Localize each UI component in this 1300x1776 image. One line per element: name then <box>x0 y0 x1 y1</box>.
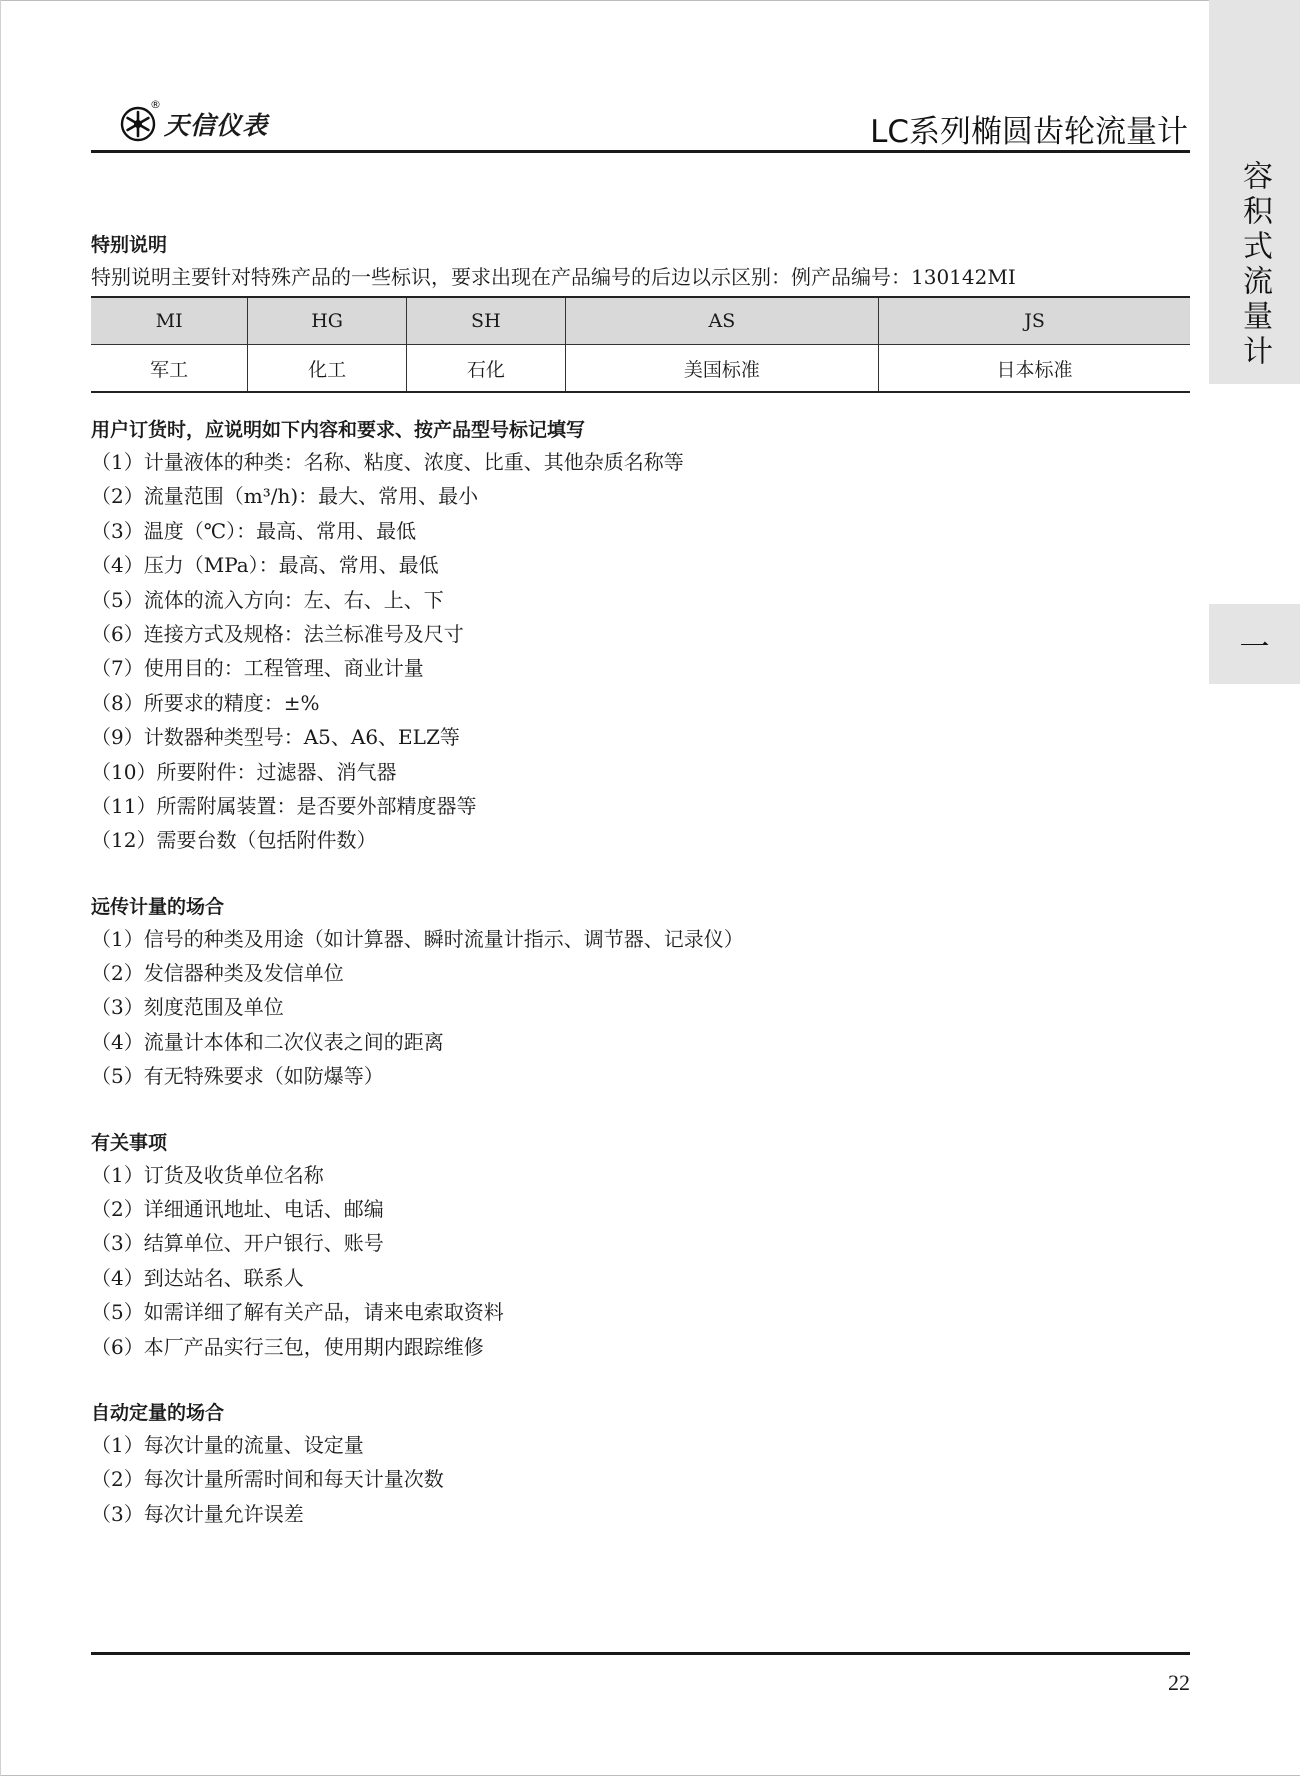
table-cell: 美国标准 <box>565 345 878 393</box>
header-divider <box>91 150 1190 153</box>
table-row <box>91 345 1190 393</box>
special-heading: 特别说明 <box>91 234 168 256</box>
table-cell: 军工 <box>91 345 248 393</box>
special-description: 特别说明主要针对特殊产品的一些标识，要求出现在产品编号的后边以示区别：例产品编号：130142MI <box>91 265 1016 289</box>
page-title: LC系列椭圆齿轮流量计 <box>870 114 1188 150</box>
list-item: （12）需要台数（包括附件数） <box>91 828 377 853</box>
table-cell: 石化 <box>406 345 565 393</box>
page-number: 22 <box>1168 1670 1190 1695</box>
list-item: （2）流量范围（m³/h)：最大、常用、最小 <box>91 484 479 509</box>
table-cell: MI <box>91 297 248 345</box>
page-border-top <box>0 0 1300 1</box>
list-item: （11）所需附属装置：是否要外部精度器等 <box>91 793 477 818</box>
related-list <box>91 1158 1191 1364</box>
list-item: （4）压力（MPa）：最高、常用、最低 <box>91 553 439 578</box>
list-item: （2）发信器种类及发信单位 <box>91 961 344 986</box>
list-item: （2）详细通讯地址、电话、邮编 <box>91 1197 384 1222</box>
table-header-row <box>91 297 1190 345</box>
list-item: （5）流体的流入方向：左、右、上、下 <box>91 587 444 612</box>
table-cell: HG <box>248 297 407 345</box>
list-item: （7）使用目的：工程管理、商业计量 <box>91 656 424 681</box>
list-item: （2）每次计量所需时间和每天计量次数 <box>91 1467 444 1492</box>
list-item: （4）到达站名、联系人 <box>91 1265 304 1290</box>
list-item: （6）本厂产品实行三包，使用期内跟踪维修 <box>91 1334 484 1359</box>
related-heading: 有关事项 <box>91 1131 168 1154</box>
main-content <box>91 230 1191 1531</box>
table-cell: AS <box>565 297 878 345</box>
brand-logo <box>120 98 269 144</box>
table-cell: 日本标准 <box>879 345 1190 393</box>
list-item: （1）计量液体的种类：名称、粘度、浓度、比重、其他杂质名称等 <box>91 450 684 474</box>
ordering-list <box>91 445 1191 858</box>
list-item: （1）订货及收货单位名称 <box>91 1162 324 1187</box>
list-item: （6）连接方式及规格：法兰标准号及尺寸 <box>91 621 464 646</box>
brand-name: 天信仪表 <box>164 111 269 140</box>
batch-list <box>91 1428 1191 1531</box>
chapter-side-tab <box>1209 604 1300 684</box>
chapter-label: 一 <box>1239 630 1270 665</box>
list-item: （3）结算单位、开户银行、账号 <box>91 1231 384 1256</box>
remote-list <box>91 922 1191 1094</box>
list-item: （5）如需详细了解有关产品，请来电索取资料 <box>91 1300 504 1325</box>
page-border-left <box>0 0 1 1776</box>
registered-mark: ® <box>150 98 161 111</box>
batch-heading: 自动定量的场合 <box>91 1401 225 1424</box>
list-item: （3）刻度范围及单位 <box>91 995 284 1020</box>
special-code-table <box>91 296 1190 393</box>
footer-divider <box>91 1652 1190 1655</box>
category-label: 容积式流量计 <box>1237 160 1272 370</box>
list-item: （3）温度（℃）：最高、常用、最低 <box>91 518 417 543</box>
table-cell: SH <box>406 297 565 345</box>
list-item: （1）信号的种类及用途（如计算器、瞬时流量计指示、调节器、记录仪） <box>91 926 744 951</box>
category-side-tab <box>1209 0 1300 384</box>
table-cell: 化工 <box>248 345 407 393</box>
list-item: （5）有无特殊要求（如防爆等） <box>91 1064 384 1089</box>
ordering-heading: 用户订货时，应说明如下内容和要求、按产品型号标记填写 <box>91 419 586 441</box>
list-item: （8）所要求的精度：±% <box>91 690 320 715</box>
list-item: （9）计数器种类型号：A5、A6、ELZ等 <box>91 725 460 750</box>
list-item: （1）每次计量的流量、设定量 <box>91 1432 364 1457</box>
list-item: （3）每次计量允许误差 <box>91 1501 304 1526</box>
remote-heading: 远传计量的场合 <box>91 895 225 918</box>
table-cell: JS <box>879 297 1190 345</box>
list-item: （4）流量计本体和二次仪表之间的距离 <box>91 1029 444 1054</box>
company-emblem-icon <box>120 106 156 142</box>
list-item: （10）所要附件：过滤器、消气器 <box>91 759 397 784</box>
